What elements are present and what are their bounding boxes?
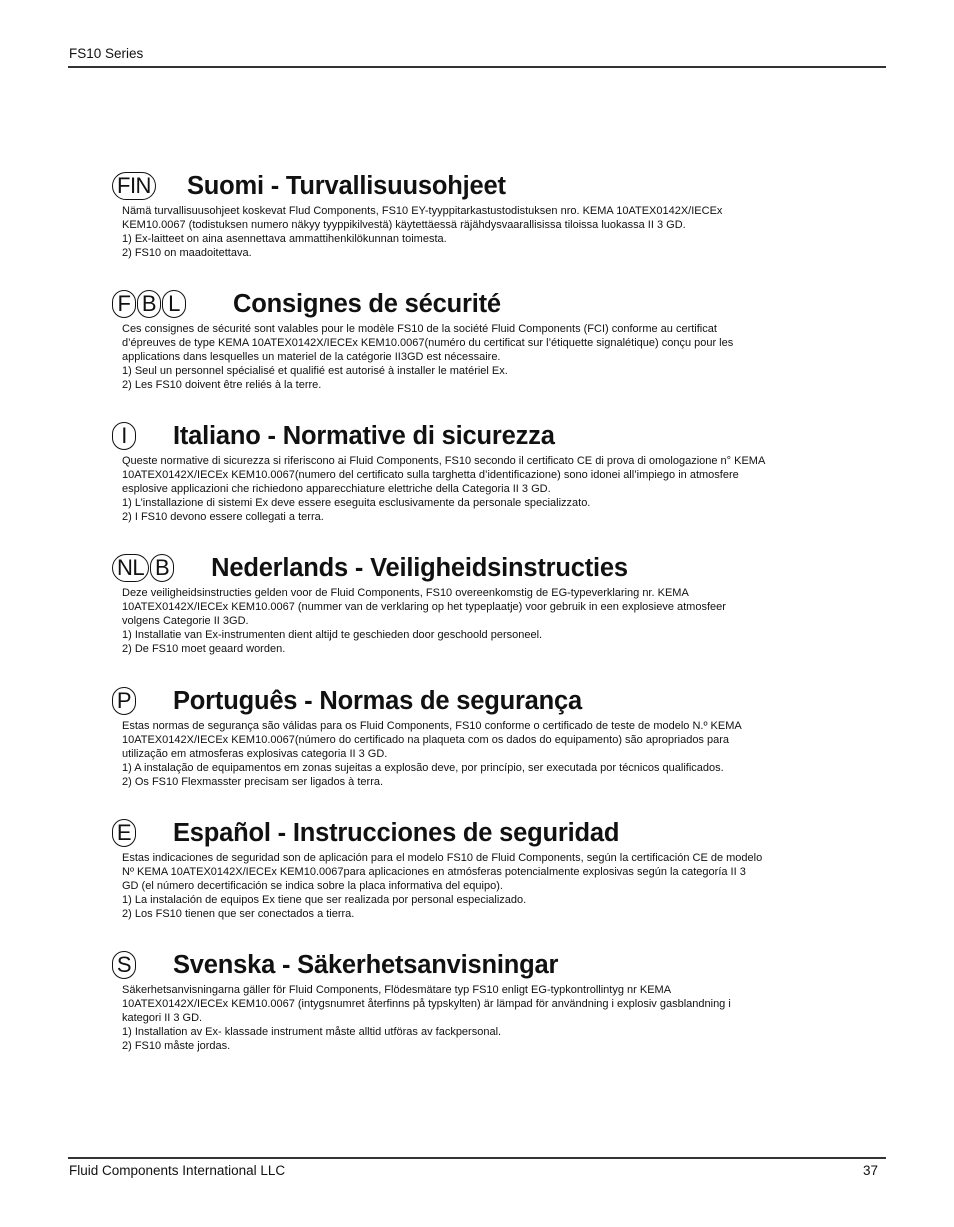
language-badge-icon: E bbox=[112, 819, 136, 847]
body-line: 2) De FS10 moet geaard worden. bbox=[122, 643, 286, 655]
language-badge-icon: B bbox=[137, 290, 161, 318]
section-body bbox=[122, 586, 842, 656]
language-badge-icon: NL bbox=[112, 554, 149, 582]
section-title: Nederlands - Veiligheidsinstructies bbox=[211, 553, 628, 582]
language-badge-icon: F bbox=[112, 290, 136, 318]
body-line: KEM10.0067 (todistuksen numero näkyy tyyppikilvestä) käytettäessä räjähdysvaarallisissa tiloissa luokassa II 3 GD. bbox=[122, 219, 686, 231]
section-i bbox=[112, 418, 842, 524]
section-body bbox=[122, 454, 842, 524]
body-line: 2) I FS10 devono essere collegati a terra. bbox=[122, 511, 324, 523]
section-body bbox=[122, 851, 842, 921]
body-line: 1) La instalación de equipos Ex tiene que ser realizada por personal especializado. bbox=[122, 894, 527, 906]
language-badges bbox=[112, 554, 175, 582]
body-line: 1) Seul un personnel spécialisé et qualifié est autorisé à installer le matériel Ex. bbox=[122, 365, 508, 377]
body-line: Estas normas de segurança são válidas para os Fluid Components, FS10 conforme o certificado de teste de modelo N.º KEMA bbox=[122, 720, 742, 732]
body-line: d’épreuves de type KEMA 10ATEX0142X/IECEx KEM10.0067(numéro du certificat sur l’étiquette signalétique) conçu pour les bbox=[122, 337, 734, 349]
section-heading bbox=[112, 418, 842, 454]
body-line: 1) A instalação de equipamentos em zonas sujeitas a explosão deve, por princípio, ser executada por técnicos qualificados. bbox=[122, 762, 724, 774]
body-line: Nämä turvallisuusohjeet koskevat Flud Components, FS10 EY-tyyppitarkastustodistuksen nro. KEMA 10ATEX0142X/IECEx bbox=[122, 205, 723, 217]
section-heading bbox=[112, 815, 842, 851]
language-badge-icon: L bbox=[162, 290, 186, 318]
body-line: 10ATEX0142X/IECEx KEM10.0067 (nummer van de verklaring op het typeplaatje) voor gebruik in een explosieve atmosfeer bbox=[122, 601, 726, 613]
body-line: Nº KEMA 10ATEX0142X/IECEx KEM10.0067para aplicaciones en atmósferas potencialmente explosivas según la categoría II 3 bbox=[122, 866, 746, 878]
section-title: Português - Normas de segurança bbox=[173, 686, 582, 715]
body-line: utilização em atmosferas explosivas categoria II 3 GD. bbox=[122, 748, 388, 760]
section-heading bbox=[112, 168, 842, 204]
body-line: Säkerhetsanvisningarna gäller för Fluid Components, Flödesmätare typ FS10 enligt EG-typkontrollintyg nr KEMA bbox=[122, 984, 672, 996]
language-badges bbox=[112, 172, 157, 200]
body-line: 10ATEX0142X/IECEx KEM10.0067 (intygsnumret återfinns på typskylten) är lämpad för användning i explosiv gasblandning i bbox=[122, 998, 731, 1010]
section-heading bbox=[112, 550, 842, 586]
page-number: 37 bbox=[862, 1163, 878, 1178]
language-badges bbox=[112, 687, 137, 715]
section-body bbox=[122, 322, 842, 392]
body-line: 1) Installatie van Ex-instrumenten dient altijd te geschieden door geschoold personeel. bbox=[122, 629, 543, 641]
section-heading bbox=[112, 286, 842, 322]
section-title: Svenska - Säkerhetsanvisningar bbox=[173, 950, 559, 979]
section-fin bbox=[112, 168, 842, 260]
header-divider bbox=[68, 66, 886, 68]
body-line: applications dans lesquelles un materiel de la catégorie II3GD est nécessaire. bbox=[122, 351, 501, 363]
section-title: Italiano - Normative di sicurezza bbox=[173, 421, 555, 450]
body-line: 10ATEX0142X/IECEx KEM10.0067(numero del certificato sulla targhetta d’identificazione) sono idonei all’impiego in atmosfere bbox=[122, 469, 739, 481]
body-line: 10ATEX0142X/IECEx KEM10.0067(número do certificado na plaqueta com os dados do equipamento) são apropriados para bbox=[122, 734, 730, 746]
language-badges bbox=[112, 422, 137, 450]
body-line: 1) L’installazione di sistemi Ex deve essere eseguita esclusivamente da personale specializzato. bbox=[122, 497, 591, 509]
language-badge-icon: S bbox=[112, 951, 136, 979]
section-title: Español - Instrucciones de seguridad bbox=[173, 818, 620, 847]
section-s bbox=[112, 947, 842, 1053]
language-badges bbox=[112, 951, 137, 979]
header-series-label: FS10 Series bbox=[69, 46, 144, 61]
footer-company: Fluid Components International LLC bbox=[69, 1163, 286, 1178]
body-line: 2) FS10 on maadoitettava. bbox=[122, 247, 252, 259]
language-badge-icon: B bbox=[150, 554, 174, 582]
body-line: esplosive applicazioni che richiedono apparecchiature elettriche della Categoria II 3 GD. bbox=[122, 483, 551, 495]
language-badge-icon: FIN bbox=[112, 172, 156, 200]
body-line: volgens Categorie II 3GD. bbox=[122, 615, 249, 627]
section-p bbox=[112, 683, 842, 789]
body-line: 2) Les FS10 doivent être reliés à la terre. bbox=[122, 379, 322, 391]
section-title: Suomi - Turvallisuusohjeet bbox=[186, 171, 506, 200]
body-line: GD (el número decertificación se indica sobre la placa informativa del equipo). bbox=[122, 880, 503, 892]
section-title: Consignes de sécurité bbox=[233, 289, 501, 318]
footer-divider bbox=[68, 1157, 886, 1159]
body-line: Deze veiligheidsinstructies gelden voor de Fluid Components, FS10 overeenkomstig de EG-typeverklaring nr. KEMA bbox=[122, 587, 689, 599]
section-body bbox=[122, 204, 842, 260]
language-badge-icon: P bbox=[112, 687, 136, 715]
body-line: Ces consignes de sécurité sont valables pour le modèle FS10 de la société Fluid Components (FCI) conforme au certificat bbox=[122, 323, 717, 335]
body-line: Estas indicaciones de seguridad son de aplicación para el modelo FS10 de Fluid Components, según la certificación CE de modelo bbox=[122, 852, 763, 864]
section-body bbox=[122, 983, 842, 1053]
body-line: 1) Installation av Ex- klassade instrument måste alltid utföras av fackpersonal. bbox=[122, 1026, 502, 1038]
body-line: 2) FS10 måste jordas. bbox=[122, 1040, 231, 1052]
body-line: 2) Os FS10 Flexmasster precisam ser ligados à terra. bbox=[122, 776, 384, 788]
section-body bbox=[122, 719, 842, 789]
section-fbl bbox=[112, 286, 842, 392]
body-line: 1) Ex-laitteet on aina asennettava ammattihenkilökunnan toimesta. bbox=[122, 233, 447, 245]
language-badges bbox=[112, 290, 187, 318]
section-e bbox=[112, 815, 842, 921]
language-badges bbox=[112, 819, 137, 847]
section-nlb bbox=[112, 550, 842, 656]
body-line: 2) Los FS10 tienen que ser conectados a tierra. bbox=[122, 908, 355, 920]
body-line: kategori II 3 GD. bbox=[122, 1012, 203, 1024]
language-badge-icon: I bbox=[112, 422, 136, 450]
section-heading bbox=[112, 683, 842, 719]
section-heading bbox=[112, 947, 842, 983]
body-line: Queste normative di sicurezza si riferiscono ai Fluid Components, FS10 secondo il certificato CE di prova di omologazione n° KEMA bbox=[122, 455, 766, 467]
